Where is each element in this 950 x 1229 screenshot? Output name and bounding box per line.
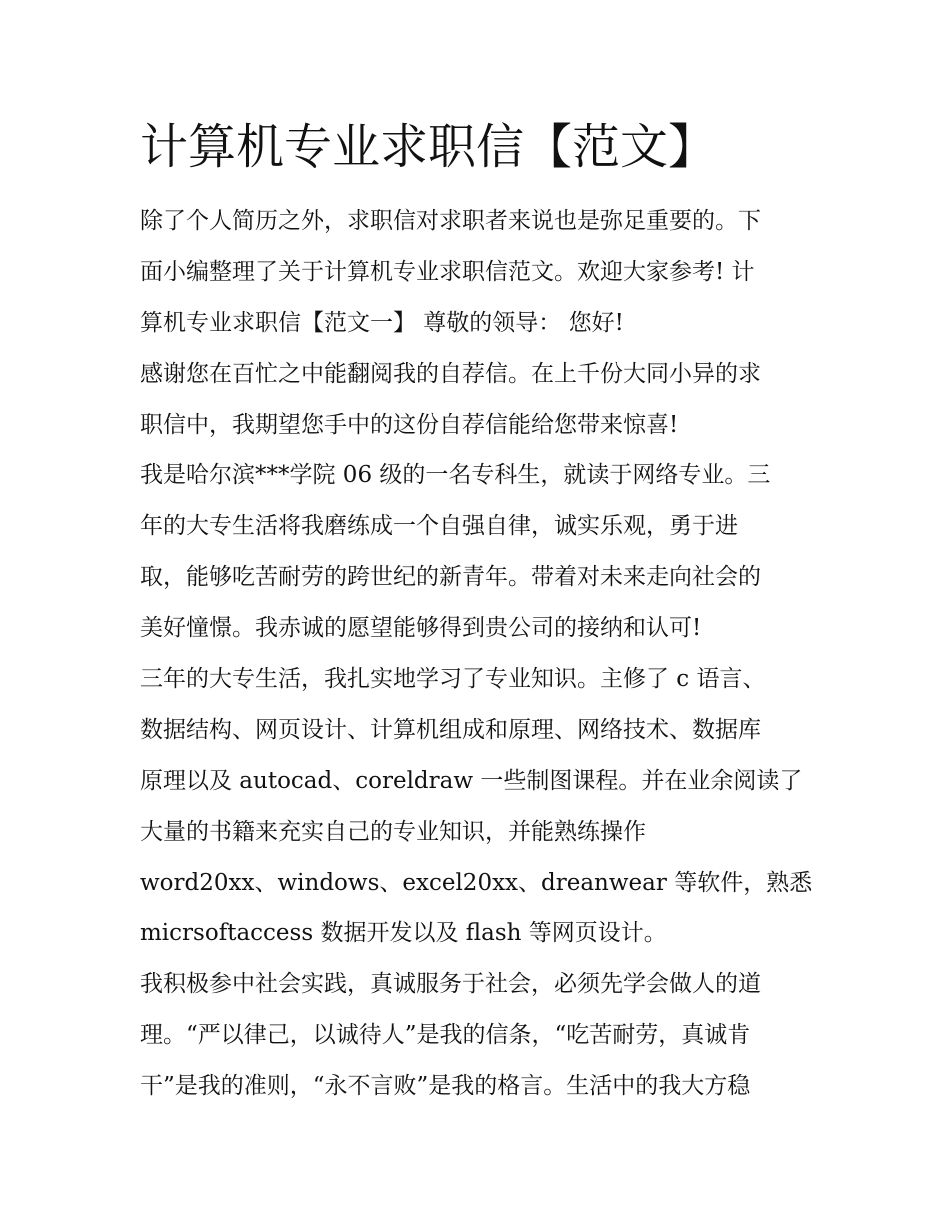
body-line: 理。“严以律己，以诚待人”是我的信条，“吃苦耐劳，真诚肯 — [140, 1022, 751, 1049]
body-line: 数据结构、网页设计、计算机组成和原理、网络技术、数据库 — [140, 716, 761, 743]
body-line: 我积极参中社会实践，真诚服务于社会，必须先学会做人的道 — [140, 971, 761, 998]
document-body — [140, 196, 815, 1112]
body-line: word20xx、windows、excel20xx、dreanwear 等软件，熟悉 — [140, 869, 813, 896]
body-line: micrsoftaccess 数据开发以及 flash 等网页设计。 — [140, 920, 667, 947]
body-line: 取，能够吃苦耐劳的跨世纪的新青年。带着对未来走向社会的 — [140, 564, 761, 591]
body-line: 算机专业求职信【范文一】 尊敬的领导： 您好! — [140, 309, 624, 336]
body-line: 干”是我的准则，“永不言败”是我的格言。生活中的我大方稳 — [140, 1073, 751, 1100]
body-line: 年的大专生活将我磨练成一个自强自律，诚实乐观，勇于进 — [140, 513, 738, 540]
body-line: 职信中，我期望您手中的这份自荐信能给您带来惊喜! — [140, 411, 679, 438]
document-title: 计算机专业求职信【范文】 — [140, 119, 717, 175]
body-line: 感谢您在百忙之中能翻阅我的自荐信。在上千份大同小异的求 — [140, 360, 761, 387]
body-line: 大量的书籍来充实自己的专业知识，并能熟练操作 — [140, 818, 646, 845]
body-line: 三年的大专生活，我扎实地学习了专业知识。主修了 c 语言、 — [140, 666, 766, 693]
body-line: 面小编整理了关于计算机专业求职信范文。欢迎大家参考! 计 — [140, 258, 755, 285]
body-line: 美好憧憬。我赤诚的愿望能够得到贵公司的接纳和认可! — [140, 615, 702, 642]
body-line: 原理以及 autocad、coreldraw 一些制图课程。并在业余阅读了 — [140, 767, 803, 794]
body-line: 除了个人简历之外，求职信对求职者来说也是弥足重要的。下 — [140, 208, 761, 234]
body-line: 我是哈尔滨***学院 06 级的一名专科生，就读于网络专业。三 — [140, 462, 771, 489]
